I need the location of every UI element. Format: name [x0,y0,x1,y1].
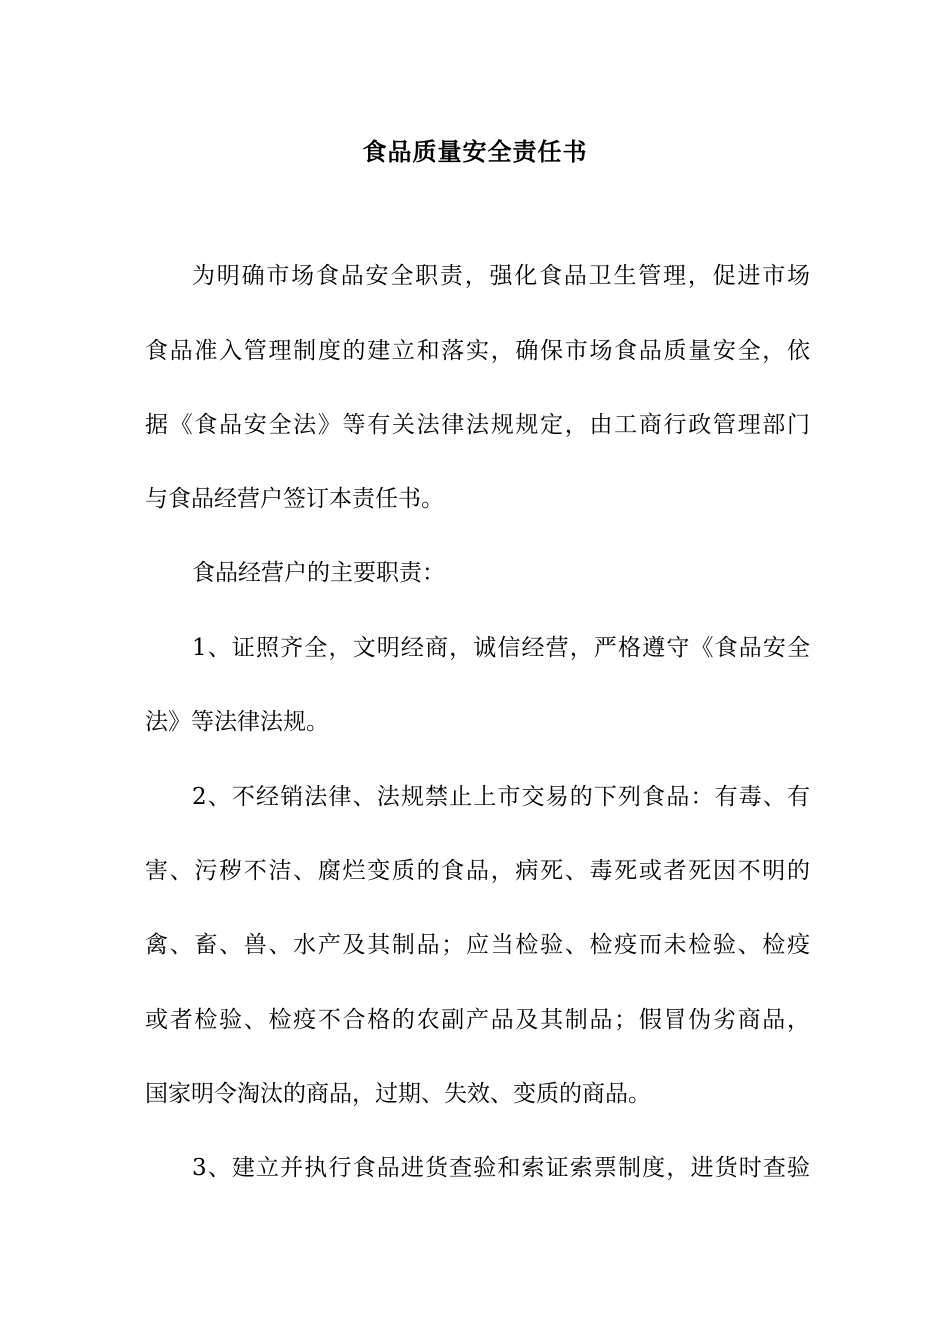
body-line: 3、建立并执行食品进货查验和索证索票制度，进货时查验 [192,1155,810,1181]
body-line: 与食品经营户签订本责任书。 [145,486,444,512]
body-line: 据《食品安全法》等有关法律法规规定，由工商行政管理部门 [145,412,810,438]
body-line: 或者检验、检疫不合格的农副产品及其制品；假冒伪劣商品， [145,1007,810,1033]
body-line: 食品经营户的主要职责： [192,560,445,586]
body-line: 禽、畜、兽、水产及其制品；应当检验、检疫而未检验、检疫 [145,932,810,958]
body-line: 害、污秽不洁、腐烂变质的食品，病死、毒死或者死因不明的 [145,858,810,884]
body-line: 为明确市场食品安全职责，强化食品卫生管理，促进市场 [192,263,810,289]
document-title: 食品质量安全责任书 [362,138,588,166]
body-line: 2、不经销法律、法规禁止上市交易的下列食品：有毒、有 [192,784,810,810]
body-line: 食品准入管理制度的建立和落实，确保市场食品质量安全，依 [145,338,810,364]
body-line: 1、证照齐全，文明经商，诚信经营，严格遵守《食品安全 [192,635,810,661]
body-line: 国家明令淘汰的商品，过期、失效、变质的商品。 [145,1081,651,1107]
body-line: 法》等法律法规。 [145,709,329,735]
